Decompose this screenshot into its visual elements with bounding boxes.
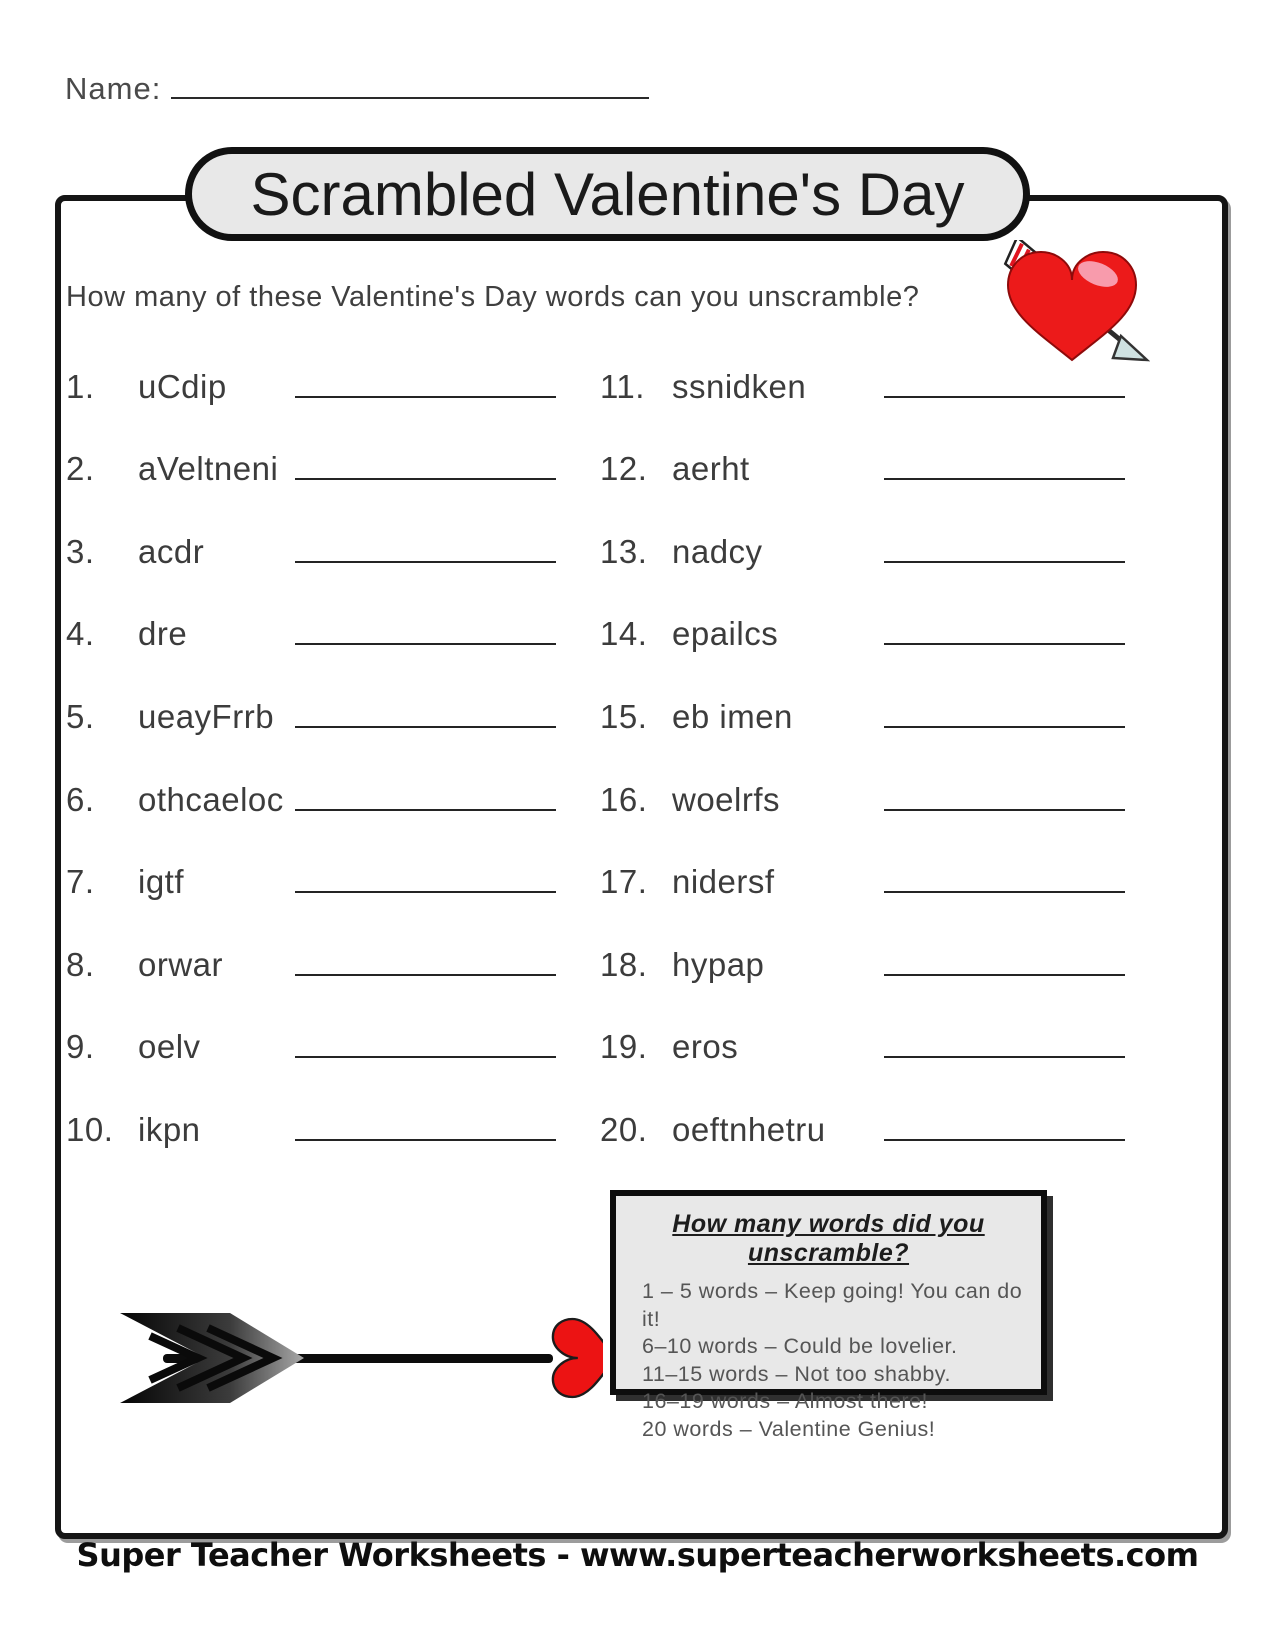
word-number: 7. xyxy=(66,863,95,901)
scrambled-word: hypap xyxy=(672,945,765,983)
scrambled-word: nidersf xyxy=(672,863,775,901)
answer-blank[interactable] xyxy=(295,775,556,811)
word-item xyxy=(600,1013,1125,1096)
word-item xyxy=(66,765,556,848)
word-item xyxy=(600,765,1125,848)
word-number: 9. xyxy=(66,1028,95,1066)
arrow-with-heart-tip-icon xyxy=(108,1303,603,1418)
word-item xyxy=(600,848,1125,931)
word-number: 12. xyxy=(600,450,648,488)
word-item xyxy=(600,435,1125,518)
scrambled-word: dre xyxy=(138,615,188,653)
word-item xyxy=(66,435,556,518)
answer-blank[interactable] xyxy=(295,1023,556,1059)
word-item xyxy=(600,1095,1125,1178)
answer-blank[interactable] xyxy=(884,610,1125,646)
answer-blank[interactable] xyxy=(295,1105,556,1141)
name-input-line[interactable] xyxy=(171,66,649,99)
name-label: Name: xyxy=(65,71,162,106)
word-number: 2. xyxy=(66,450,95,488)
word-number: 20. xyxy=(600,1111,648,1148)
word-item xyxy=(600,517,1125,600)
scrambled-word: oelv xyxy=(138,1028,201,1066)
word-item xyxy=(600,682,1125,765)
score-line: 6–10 words – Could be lovelier. xyxy=(642,1334,958,1358)
word-item xyxy=(66,848,556,931)
answer-blank[interactable] xyxy=(884,445,1125,481)
word-number: 14. xyxy=(600,615,648,653)
answer-blank[interactable] xyxy=(295,362,556,398)
scrambled-word: ssnidken xyxy=(672,367,807,405)
word-number: 16. xyxy=(600,780,648,818)
word-number: 3. xyxy=(66,532,95,570)
word-number: 18. xyxy=(600,945,648,983)
answer-blank[interactable] xyxy=(884,527,1125,563)
word-number: 10. xyxy=(66,1111,114,1148)
worksheet-title-banner xyxy=(185,147,1030,241)
word-number: 11. xyxy=(600,367,645,405)
word-number: 5. xyxy=(66,698,95,736)
score-line: 11–15 words – Not too shabby. xyxy=(642,1361,951,1386)
answer-blank[interactable] xyxy=(884,858,1125,894)
page-title: Scrambled Valentine's Day xyxy=(250,160,965,228)
scrambled-word: orwar xyxy=(138,945,224,983)
scrambled-word: oeftnhetru xyxy=(672,1111,826,1148)
word-number: 4. xyxy=(66,615,95,653)
answer-blank[interactable] xyxy=(295,610,556,646)
scrambled-word: aVeltneni xyxy=(138,450,279,488)
word-number: 17. xyxy=(600,863,648,901)
word-item xyxy=(600,600,1125,683)
answer-blank[interactable] xyxy=(884,1105,1125,1141)
scrambled-word: ueayFrrb xyxy=(138,698,275,736)
word-item xyxy=(66,1013,556,1096)
word-list-left xyxy=(66,352,556,1178)
answer-blank[interactable] xyxy=(295,527,556,563)
score-box-title: How many words did you unscramble? xyxy=(672,1210,985,1267)
score-line: 1 – 5 words – Keep going! You can do it! xyxy=(642,1279,1023,1331)
instruction-text: How many of these Valentine's Day words can you unscramble? xyxy=(66,281,920,313)
word-number: 19. xyxy=(600,1028,648,1066)
answer-blank[interactable] xyxy=(295,858,556,894)
score-line: 16–19 words – Almost there! xyxy=(642,1389,928,1413)
scrambled-word: igtf xyxy=(138,863,185,901)
word-item xyxy=(66,930,556,1013)
word-number: 13. xyxy=(600,532,648,570)
answer-blank[interactable] xyxy=(295,692,556,728)
word-list-right xyxy=(600,352,1125,1178)
word-number: 6. xyxy=(66,780,95,818)
answer-blank[interactable] xyxy=(295,940,556,976)
answer-blank[interactable] xyxy=(884,362,1125,398)
scrambled-word: nadcy xyxy=(672,532,763,570)
scrambled-word: eros xyxy=(672,1028,739,1066)
scrambled-word: aerht xyxy=(672,450,750,488)
answer-blank[interactable] xyxy=(295,445,556,481)
score-box-lines xyxy=(616,1274,1041,1443)
word-item xyxy=(66,1095,556,1178)
word-item xyxy=(66,600,556,683)
footer-credit: Super Teacher Worksheets - www.superteacherworksheets.com xyxy=(76,1536,1199,1574)
word-number: 8. xyxy=(66,945,95,983)
word-item xyxy=(66,517,556,600)
scrambled-word: ikpn xyxy=(138,1111,201,1148)
word-item xyxy=(66,682,556,765)
name-row xyxy=(65,66,649,107)
scrambled-word: woelrfs xyxy=(672,780,781,818)
word-number: 15. xyxy=(600,698,648,736)
word-item xyxy=(66,352,556,435)
answer-blank[interactable] xyxy=(884,1023,1125,1059)
answer-blank[interactable] xyxy=(884,692,1125,728)
score-box xyxy=(610,1190,1047,1441)
answer-blank[interactable] xyxy=(884,940,1125,976)
scrambled-word: eb imen xyxy=(672,698,793,736)
scrambled-word: acdr xyxy=(138,532,205,570)
score-line: 20 words – Valentine Genius! xyxy=(642,1416,936,1441)
heart-pierced-by-arrow-icon xyxy=(995,240,1150,365)
scrambled-word: uCdip xyxy=(138,367,227,405)
scrambled-word: othcaeloc xyxy=(138,780,284,818)
scrambled-word: epailcs xyxy=(672,615,779,653)
word-item xyxy=(600,930,1125,1013)
word-number: 1. xyxy=(66,367,95,405)
answer-blank[interactable] xyxy=(884,775,1125,811)
